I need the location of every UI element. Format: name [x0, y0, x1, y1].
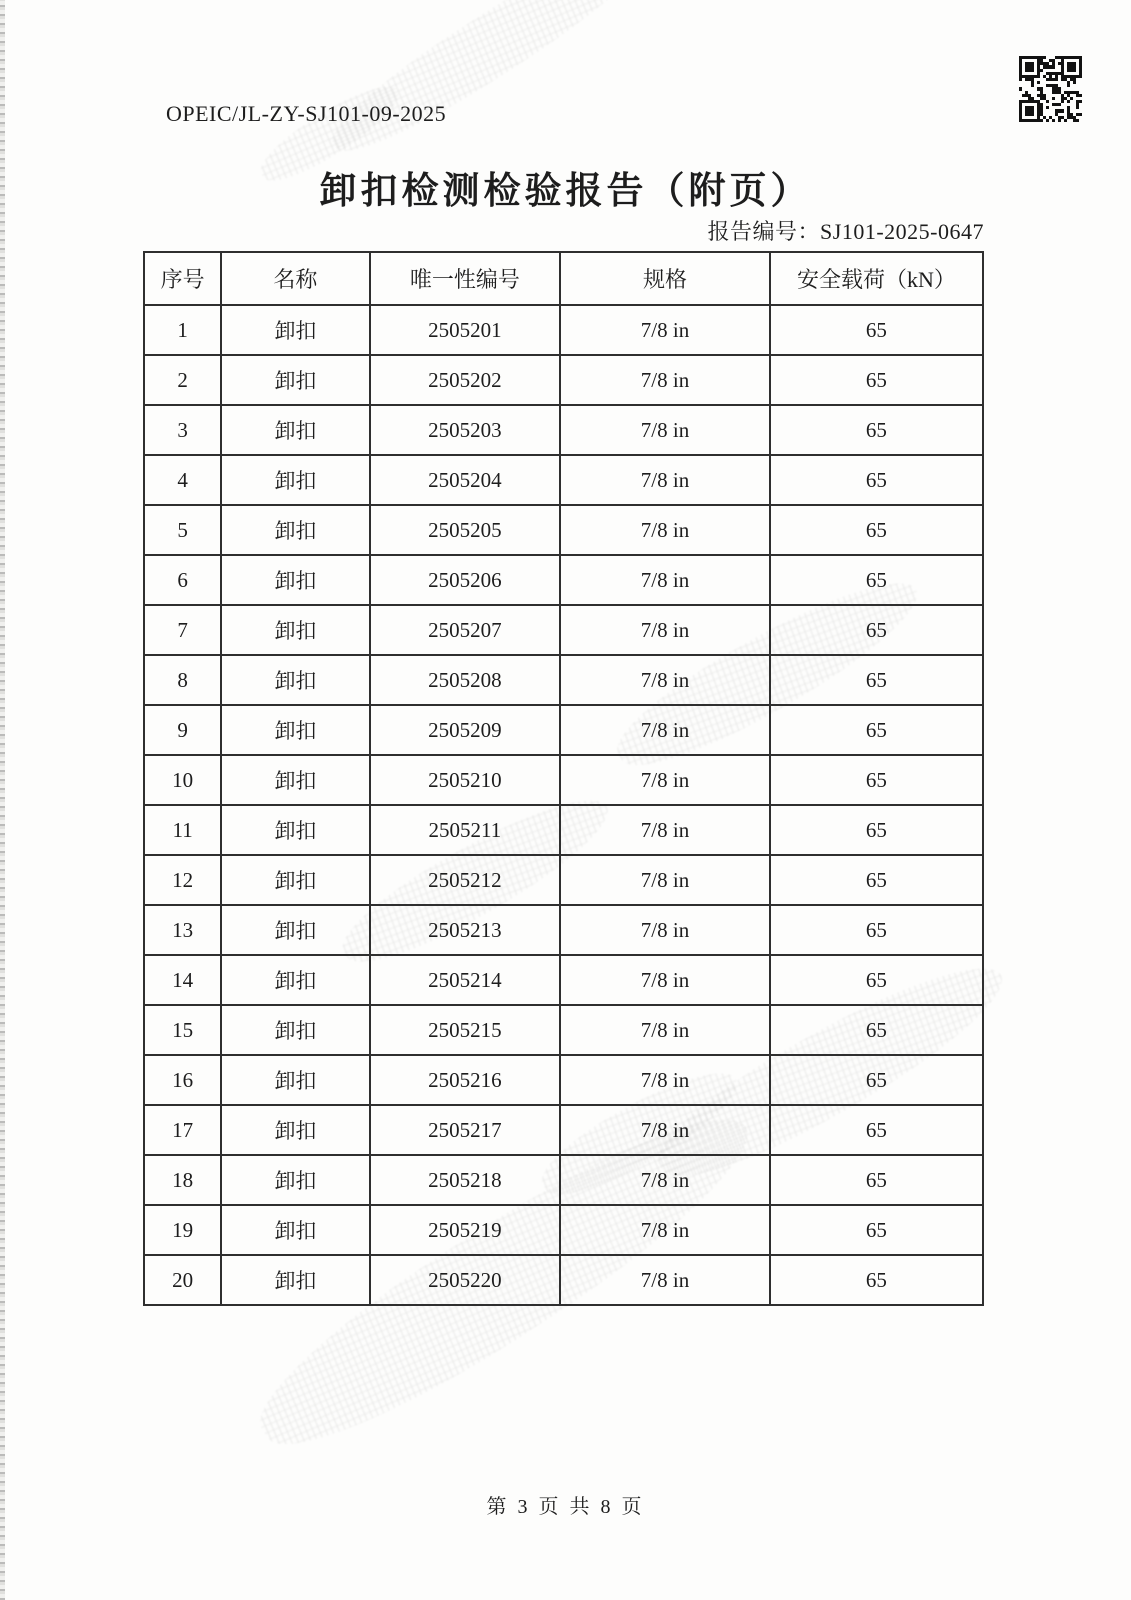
column-header: 规格 — [560, 252, 770, 305]
table-body — [144, 305, 983, 1305]
report-number: 报告编号：SJ101-2025-0647 — [707, 219, 984, 244]
table-cell: 卸扣 — [221, 905, 370, 955]
table-cell: 卸扣 — [221, 1055, 370, 1105]
table-header-row — [144, 252, 983, 305]
table-row — [144, 405, 983, 455]
table-cell: 2505201 — [370, 305, 560, 355]
table-cell: 7/8 in — [560, 955, 770, 1005]
table-row — [144, 1105, 983, 1155]
table-cell: 8 — [144, 655, 221, 705]
table-cell: 7/8 in — [560, 1005, 770, 1055]
qr-code — [1019, 56, 1082, 122]
table-cell: 卸扣 — [221, 805, 370, 855]
table-cell: 65 — [770, 605, 983, 655]
watermark-stamp — [319, 0, 671, 172]
table-cell: 2505203 — [370, 405, 560, 455]
table-cell: 65 — [770, 755, 983, 805]
table-cell: 14 — [144, 955, 221, 1005]
table-cell: 65 — [770, 655, 983, 705]
table-cell: 7/8 in — [560, 305, 770, 355]
table-cell: 18 — [144, 1155, 221, 1205]
table-cell: 2505213 — [370, 905, 560, 955]
table-cell: 12 — [144, 855, 221, 905]
table-cell: 2 — [144, 355, 221, 405]
table-row — [144, 855, 983, 905]
table-row — [144, 705, 983, 755]
report-title: 卸扣检测检验报告（附页） — [319, 171, 812, 212]
table-cell: 卸扣 — [221, 1105, 370, 1155]
table-row — [144, 955, 983, 1005]
table-cell: 65 — [770, 805, 983, 855]
column-header: 安全载荷（kN） — [770, 252, 983, 305]
table-cell: 2505211 — [370, 805, 560, 855]
table-cell: 7/8 in — [560, 1205, 770, 1255]
table-cell: 7/8 in — [560, 755, 770, 805]
table-cell: 3 — [144, 405, 221, 455]
table-cell: 2505208 — [370, 655, 560, 705]
column-header: 唯一性编号 — [370, 252, 560, 305]
table-row — [144, 1205, 983, 1255]
table-row — [144, 505, 983, 555]
table-cell: 2505204 — [370, 455, 560, 505]
table-row — [144, 1005, 983, 1055]
table-cell: 65 — [770, 955, 983, 1005]
table-cell: 65 — [770, 705, 983, 755]
table-cell: 7/8 in — [560, 605, 770, 655]
inspection-table — [143, 251, 984, 1306]
table-cell: 卸扣 — [221, 755, 370, 805]
scan-edge-artifact — [0, 0, 5, 1600]
table-cell: 16 — [144, 1055, 221, 1105]
table-cell: 65 — [770, 555, 983, 605]
table-cell: 65 — [770, 1205, 983, 1255]
table-cell: 17 — [144, 1105, 221, 1155]
table-cell: 卸扣 — [221, 1205, 370, 1255]
table-cell: 4 — [144, 455, 221, 505]
table-cell: 65 — [770, 1255, 983, 1305]
table-row — [144, 1155, 983, 1205]
table-cell: 卸扣 — [221, 605, 370, 655]
table-cell: 卸扣 — [221, 955, 370, 1005]
table-row — [144, 455, 983, 505]
table-cell: 2505217 — [370, 1105, 560, 1155]
table-row — [144, 1055, 983, 1105]
table-cell: 10 — [144, 755, 221, 805]
column-header: 名称 — [221, 252, 370, 305]
table-cell: 13 — [144, 905, 221, 955]
table-row — [144, 655, 983, 705]
table-cell: 卸扣 — [221, 655, 370, 705]
table-cell: 65 — [770, 905, 983, 955]
table-cell: 2505212 — [370, 855, 560, 905]
table-cell: 7/8 in — [560, 1105, 770, 1155]
table-cell: 65 — [770, 1105, 983, 1155]
table-cell: 7/8 in — [560, 705, 770, 755]
table-cell: 2505220 — [370, 1255, 560, 1305]
table-row — [144, 305, 983, 355]
table-cell: 7/8 in — [560, 855, 770, 905]
table-cell: 7/8 in — [560, 555, 770, 605]
table-cell: 7/8 in — [560, 455, 770, 505]
table-cell: 7/8 in — [560, 1055, 770, 1105]
table-cell: 7/8 in — [560, 805, 770, 855]
table-cell: 2505218 — [370, 1155, 560, 1205]
table-cell: 2505210 — [370, 755, 560, 805]
table-cell: 65 — [770, 355, 983, 405]
table-cell: 19 — [144, 1205, 221, 1255]
table-cell: 11 — [144, 805, 221, 855]
table-cell: 20 — [144, 1255, 221, 1305]
table-cell: 5 — [144, 505, 221, 555]
page-number: 第 3 页 共 8 页 — [486, 1496, 645, 1518]
table-cell: 卸扣 — [221, 405, 370, 455]
table-cell: 7 — [144, 605, 221, 655]
table-cell: 2505209 — [370, 705, 560, 755]
table-cell: 卸扣 — [221, 505, 370, 555]
table-cell: 65 — [770, 455, 983, 505]
table-cell: 9 — [144, 705, 221, 755]
table-cell: 65 — [770, 855, 983, 905]
table-row — [144, 555, 983, 605]
table-cell: 卸扣 — [221, 455, 370, 505]
table-cell: 1 — [144, 305, 221, 355]
table-cell: 7/8 in — [560, 1255, 770, 1305]
column-header: 序号 — [144, 252, 221, 305]
table-row — [144, 605, 983, 655]
table-cell: 2505216 — [370, 1055, 560, 1105]
table-cell: 2505215 — [370, 1005, 560, 1055]
table-cell: 2505214 — [370, 955, 560, 1005]
table-cell: 2505206 — [370, 555, 560, 605]
table-cell: 卸扣 — [221, 705, 370, 755]
table-cell: 65 — [770, 505, 983, 555]
table-cell: 2505202 — [370, 355, 560, 405]
table-cell: 卸扣 — [221, 855, 370, 905]
table-cell: 7/8 in — [560, 505, 770, 555]
table-cell: 卸扣 — [221, 355, 370, 405]
document-code: OPEIC/JL-ZY-SJ101-09-2025 — [166, 101, 447, 126]
table-cell: 65 — [770, 1005, 983, 1055]
table-cell: 65 — [770, 1055, 983, 1105]
table-cell: 7/8 in — [560, 655, 770, 705]
table-cell: 7/8 in — [560, 405, 770, 455]
table-row — [144, 905, 983, 955]
table-cell: 卸扣 — [221, 555, 370, 605]
table-cell: 卸扣 — [221, 1005, 370, 1055]
table-cell: 65 — [770, 305, 983, 355]
table-cell: 7/8 in — [560, 355, 770, 405]
table-cell: 2505205 — [370, 505, 560, 555]
table-cell: 65 — [770, 405, 983, 455]
table-row — [144, 355, 983, 405]
table-cell: 7/8 in — [560, 905, 770, 955]
table-cell: 15 — [144, 1005, 221, 1055]
table-row — [144, 1255, 983, 1305]
table-row — [144, 755, 983, 805]
table-cell: 卸扣 — [221, 305, 370, 355]
table-cell: 7/8 in — [560, 1155, 770, 1205]
table-cell: 2505219 — [370, 1205, 560, 1255]
table-cell: 卸扣 — [221, 1255, 370, 1305]
table-cell: 6 — [144, 555, 221, 605]
table-row — [144, 805, 983, 855]
table-cell: 65 — [770, 1155, 983, 1205]
table-cell: 卸扣 — [221, 1155, 370, 1205]
table-cell: 2505207 — [370, 605, 560, 655]
